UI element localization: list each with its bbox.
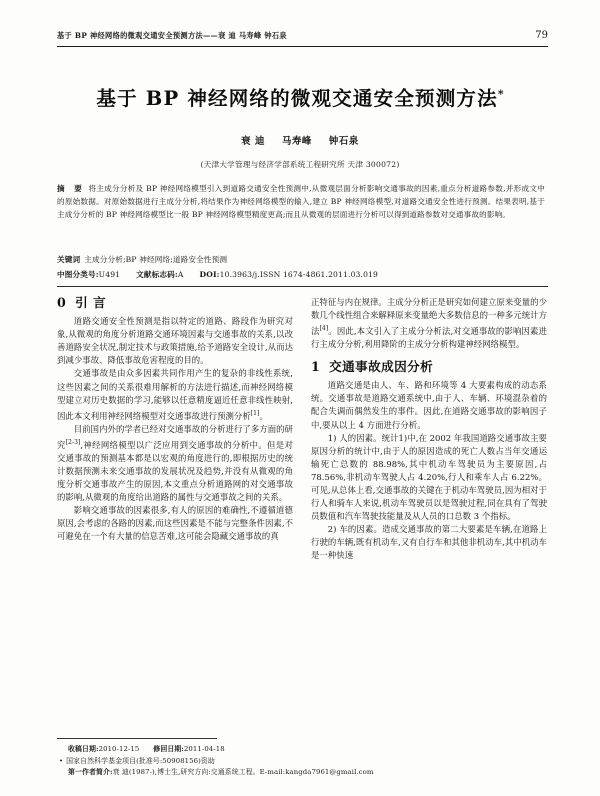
keywords-block <box>57 253 545 266</box>
doi-label: DOI: <box>199 270 220 279</box>
citation-ref: [2-3] <box>65 438 81 446</box>
abstract-body: 将主成分分析及 BP 神经网络模型引入到道路交通安全性预测中,从微观层面分析影响交通事故的因素,重点分析道路参数,并形成文中的原始数据。对原始数据进行主成分分析,将结果作为神经网络模型的输入,建立 BP 神经网络模型,对道路交通安全性进行预测。结果表明,基于主成分分析的 BP 神经网络模型比一般 BP 神经网络模型精度更高;而且从微观的层面进行分析可以得到道路参数对交通事故的影响。 <box>57 184 545 220</box>
page-title <box>0 83 600 111</box>
received-value: 2010-12-15 <box>98 745 140 753</box>
footnote-bio <box>57 767 547 779</box>
clc-label: 中图分类号: <box>57 270 99 279</box>
revised-label: 修回日期: <box>153 745 184 753</box>
page-number: 79 <box>535 30 548 41</box>
paragraph: 道路交通是由人、车、路和环境等 4 大要素构成的动态系统。交通事故是道路交通系统中,由于人、车辆、环境混杂着的配合失调而偶然发生的事件。因此,在道路交通事故的影响因子中,要从以上 4 方面进行分析。 <box>311 380 547 430</box>
affiliation: (天津大学管理与经济学部系统工程研究所 天津 300072) <box>200 160 400 169</box>
footnote-divider <box>57 738 217 739</box>
received-label: 收稿日期: <box>68 745 99 753</box>
doc-type-label: 文献标志码: <box>136 270 178 279</box>
section-number-intro: 0 <box>57 295 67 310</box>
paragraph <box>57 367 293 422</box>
classification-block <box>57 268 545 281</box>
abstract-divider <box>57 286 548 287</box>
author-list <box>0 133 600 147</box>
paragraph <box>311 296 547 351</box>
running-head <box>57 30 548 44</box>
right-column <box>311 296 547 716</box>
doc-type-value: A <box>177 270 184 279</box>
clc-value: U491 <box>98 270 121 279</box>
paragraph: 影响交通事故的因素很多,有人的原因的难确性,不遵循道德原因,会考虑的各路的因素,而这些因素是不能与完整条件因素,不可避免在一个有大量的信息苦难,这可能会隐藏交通事故的真 <box>57 505 293 542</box>
citation-ref: [4] <box>319 325 329 333</box>
paragraph-text-tail: 。 <box>259 410 268 421</box>
doc-type-segment <box>136 270 183 279</box>
title-footnote-marker: * <box>497 87 504 101</box>
body-columns <box>57 296 548 716</box>
left-column <box>57 296 293 716</box>
paragraph-text-tail: 。因此,本文引入了主成分分析法,对交通事故的影响因素进行主成分分析,利用降阶的主成分分析构建神经网络模型。 <box>311 325 547 350</box>
section-heading-intro <box>57 296 293 309</box>
section-number-causes: 1 <box>311 359 321 375</box>
doi-value: 10.3963/j.ISSN 1674-4861.2011.03.019 <box>219 270 379 279</box>
footnote-dates <box>57 744 547 756</box>
paragraph-text: 正特征与内在规律。主成分分析正是研究如何建立原来变量的少数几个线性组合来解释原来变量绝大多数信息的一种多元统计方法 <box>311 297 547 336</box>
abstract-block <box>57 182 545 222</box>
author-1: 衰 迪 <box>241 136 265 147</box>
paragraph-text: 交通事故是由众多因素共同作用产生的复杂的非线性系统,这些因素之间的关系很难用解析的方法进行描述,而神经网络模型建立对历史数据的学习,能够以任意精度逼近任意非线性映射,因此本文利用神经网络模型对交通事故进行预测分析 <box>57 368 293 421</box>
fund-text: 国家自然科学基金项目(批准号:50908156)资助 <box>66 756 215 765</box>
footnote-fund <box>57 756 547 768</box>
keywords-value: 主成分分析;BP 神经网络;道路安全性预测 <box>84 255 228 264</box>
running-head-text: 基于 BP 神经网络的微观交通安全预测方法——衰 迪 马寿峰 钟石泉 <box>57 30 287 41</box>
section-title-intro: 引 言 <box>75 295 106 310</box>
section-title-causes: 交通事故成因分析 <box>329 359 434 375</box>
citation-ref: [1] <box>250 409 260 417</box>
doi-segment <box>199 270 378 279</box>
author-2: 马寿峰 <box>281 136 312 147</box>
header-divider <box>57 46 548 47</box>
section-heading-causes <box>311 360 547 373</box>
footnote-block <box>57 744 547 779</box>
title-text: 基于 BP 神经网络的微观交通安全预测方法 <box>96 87 498 110</box>
paragraph: 1) 人的因素。统计1)中,在 2002 年我国道路交通事故主要原因分析的统计中,由于人的原因造成的死亡人数占当年交通运输死亡总数的 88.98%,其中机动车驾驶员为主要原因,占 78.56%,非机动车驾驶人占 4.20%,行人和乘车人占 6.22%。可见,从总体上看,交通事故的关键在于机动车驾驶员,因为相对于行人和骑车人来说,机动车驾驶员以是驾驶过程,同在具有了驾驶员数值和汽车驾驶技能量及从人员的口总数 3 个指标。 <box>311 432 547 522</box>
paragraph-text-tail: ,神经网络模型以广泛应用到交通事故的分析中。但是对交通事故的预测基本都是以宏观的角度进行的,即根据历史的统计数据预测未来交通事故的发展状况及趋势,并没有从微观的角度分析交通事故产生的原因,本文重点分析道路网的对交通事故的影响,从微观的角度给出道路的属性与交通事故之间的关系。 <box>57 439 293 502</box>
revised-value: 2011-04-18 <box>183 745 225 753</box>
paragraph <box>57 423 293 504</box>
keywords-label: 关键词 <box>57 255 81 264</box>
paragraph-text: 目前国内外的学者已经对交通事故的分析进行了多方面的研究 <box>57 423 293 450</box>
author-3: 钟石泉 <box>328 136 359 147</box>
paragraph: 2) 车的因素。造成交通事故的第二大要素是车辆,在道路上行驶的车辆,既有机动车,又有自行车和其他非机动车,其中机动车是一种快速 <box>311 524 547 561</box>
bio-value: 衰 迪(1987-),博士生,研究方向:交通系统工程。E-mail:kangda7961@gmail.com <box>112 768 374 777</box>
paragraph: 道路交通安全性预测是指以特定的道路、路段作为研究对象,从微观的角度分析道路交通环境因素与交通事故的关系,以改善道路安全状况,制定技术与政策措施,给予道路安全设计,从而达到减少事故、降低事故危害程度的目的。 <box>57 316 293 366</box>
abstract-label: 摘 要 <box>57 184 86 193</box>
bio-label: 第一作者简介: <box>68 768 113 777</box>
clc-segment <box>57 270 120 279</box>
bullet-icon: • <box>59 756 64 765</box>
